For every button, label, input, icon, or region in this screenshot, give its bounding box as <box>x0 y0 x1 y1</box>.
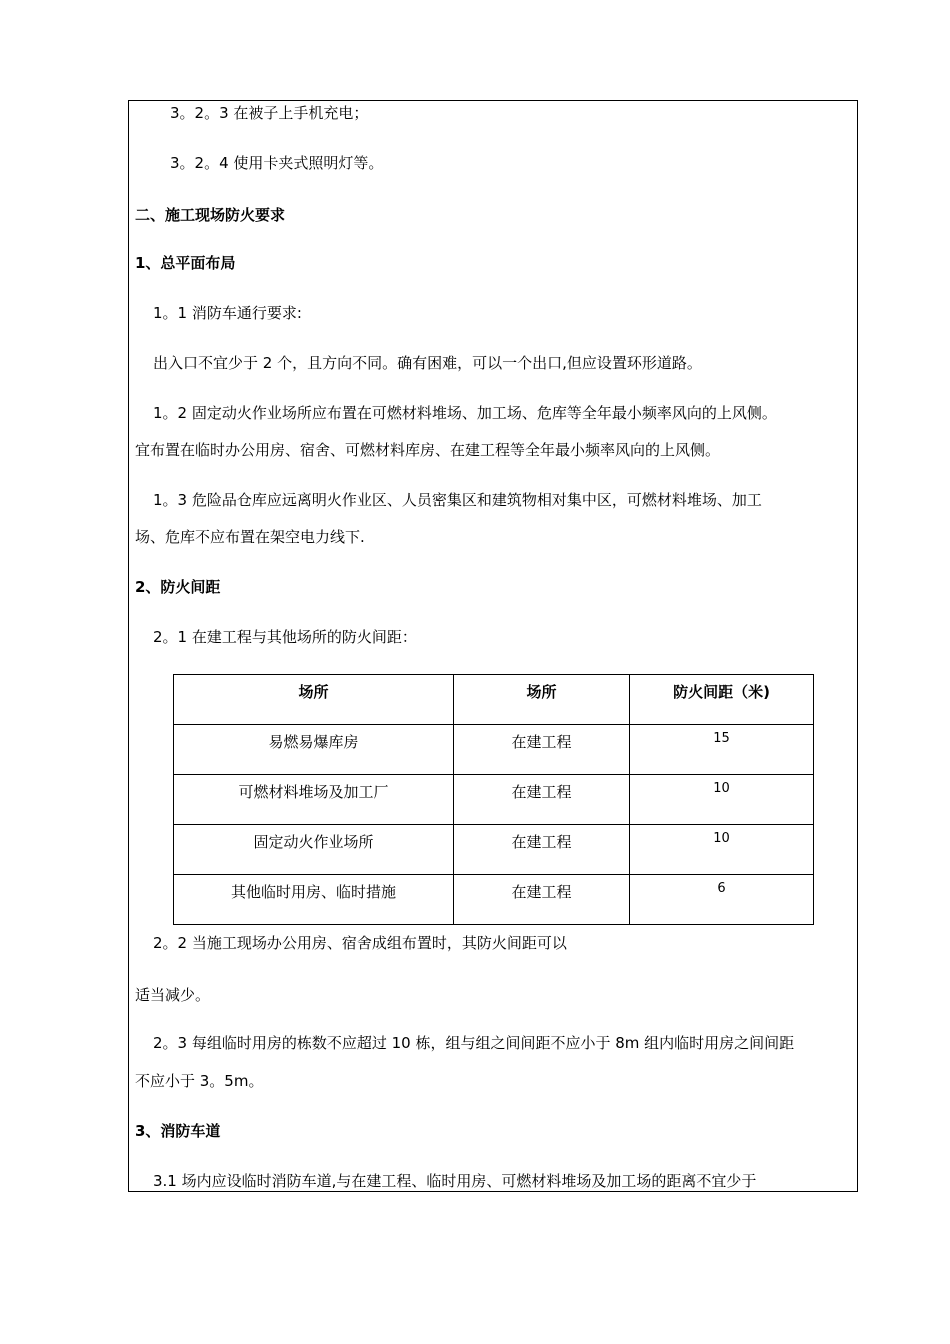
table-cell: 固定动火作业场所 <box>174 825 454 875</box>
table-cell: 可燃材料堆场及加工厂 <box>174 775 454 825</box>
table-cell: 其他临时用房、临时措施 <box>174 875 454 925</box>
table-cell: 易燃易爆库房 <box>174 725 454 775</box>
item-1-1-detail: 出入口不宜少于 2 个，且方向不同。确有困难，可以一个出口,但应设置环形道路。 <box>153 354 702 372</box>
table-row <box>174 825 814 875</box>
table-cell: 6 <box>630 875 814 925</box>
table-header-cell: 场所 <box>454 675 630 725</box>
item-1-3-line1: 1。3 危险品仓库应远离明火作业区、人员密集区和建筑物相对集中区，可燃材料堆场、加工 <box>153 491 762 509</box>
table-cell: 在建工程 <box>454 775 630 825</box>
item-1-1: 1。1 消防车通行要求: <box>153 304 302 322</box>
item-2-3-line1: 2。3 每组临时用房的栋数不应超过 10 栋，组与组之间间距不应小于 8m 组内临时用房之间间距 <box>153 1034 795 1052</box>
section-heading-fire-requirements: 二、施工现场防火要求 <box>135 206 286 224</box>
item-3-2-4: 3。2。4 使用卡夹式照明灯等。 <box>170 154 384 172</box>
heading-fire-lane: 3、消防车道 <box>135 1122 221 1140</box>
item-2-1: 2。1 在建工程与其他场所的防火间距： <box>153 628 417 646</box>
item-1-3-line2: 场、危库不应布置在架空电力线下. <box>135 528 365 546</box>
item-1-2-line1: 1。2 固定动火作业场所应布置在可燃材料堆场、加工场、危库等全年最小频率风向的上风侧。 <box>153 404 777 422</box>
table-row <box>174 875 814 925</box>
table-header-cell: 场所 <box>174 675 454 725</box>
table-cell: 在建工程 <box>454 875 630 925</box>
item-1-2-line2: 宜布置在临时办公用房、宿舍、可燃材料库房、在建工程等全年最小频率风向的上风侧。 <box>135 441 721 459</box>
item-2-2-line1: 2。2 当施工现场办公用房、宿舍成组布置时，其防火间距可以 <box>153 934 567 952</box>
heading-general-layout: 1、总平面布局 <box>135 254 236 272</box>
fire-spacing-table <box>173 674 814 925</box>
item-2-2-line2: 适当减少。 <box>135 986 211 1004</box>
table-header-row <box>174 675 814 725</box>
table-row <box>174 775 814 825</box>
item-3-1: 3.1 场内应设临时消防车道,与在建工程、临时用房、可燃材料堆场及加工场的距离不宜少于 <box>153 1172 757 1190</box>
table-cell: 10 <box>630 825 814 875</box>
table-header-cell: 防火间距（米) <box>630 675 814 725</box>
table-row <box>174 725 814 775</box>
table-cell: 10 <box>630 775 814 825</box>
item-2-3-line2: 不应小于 3。5m。 <box>135 1072 264 1090</box>
item-3-2-3: 3。2。3 在被子上手机充电； <box>170 104 369 122</box>
table-cell: 在建工程 <box>454 825 630 875</box>
table-cell: 在建工程 <box>454 725 630 775</box>
table-cell: 15 <box>630 725 814 775</box>
heading-fire-spacing: 2、防火间距 <box>135 578 221 596</box>
